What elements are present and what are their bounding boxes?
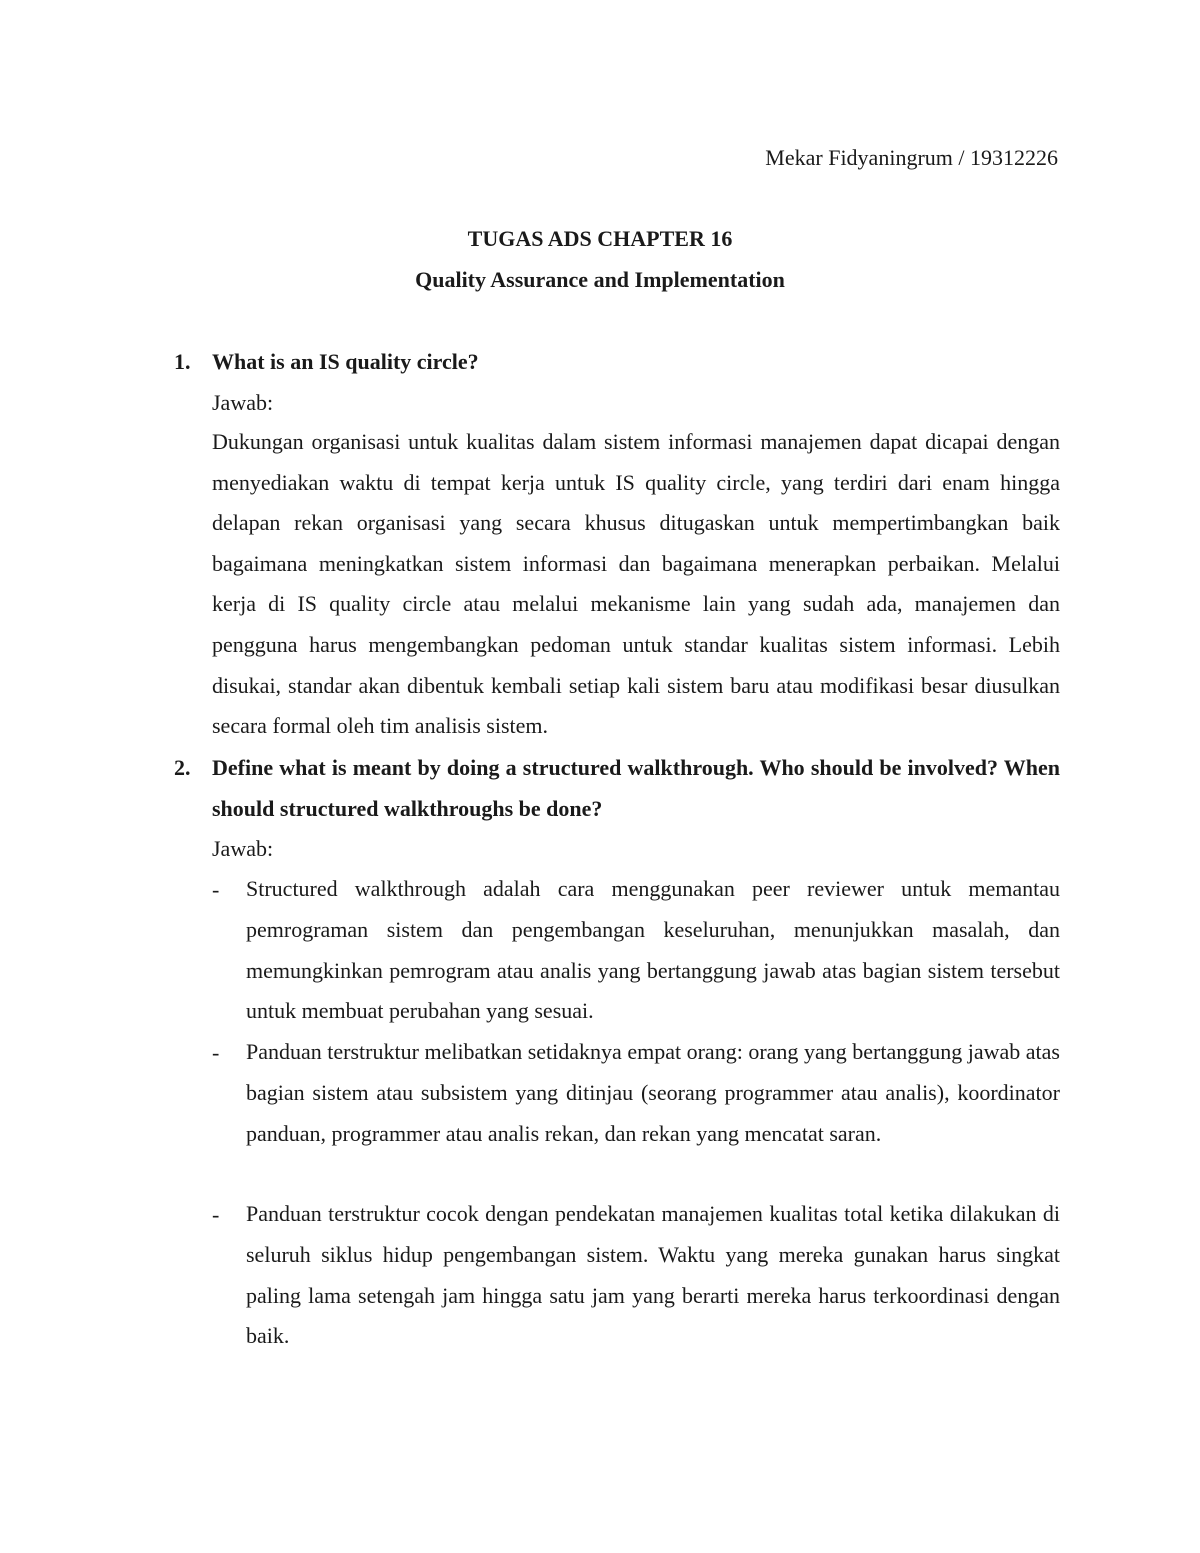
question-1-number: 1.	[174, 349, 191, 374]
bullet-2-text: Panduan terstruktur melibatkan setidaknya empat orang: orang yang bertanggung jawab atas bagian sistem atau subsistem yang ditinjau (seorang programmer atau analis), koordinator panduan, programmer atau analis rekan, dan rekan yang mencatat saran.	[246, 1039, 1060, 1146]
question-1-answer-label: Jawab:	[212, 390, 274, 415]
question-2-number: 2.	[174, 755, 191, 780]
question-2-text: Define what is meant by doing a structured walkthrough. Who should be involved? When should structured walkthroughs be done?	[212, 755, 1060, 821]
bullet-1-marker: -	[212, 877, 220, 902]
bullet-1-text: Structured walkthrough adalah cara menggunakan peer reviewer untuk memantau pemrograman sistem dan pengembangan keseluruhan, menunjukkan masalah, dan memungkinkan pemrogram atau analis yang bertanggung jawab atas bagian sistem tersebut untuk membuat perubahan yang sesuai.	[246, 876, 1060, 1024]
question-2-answer-label: Jawab:	[212, 836, 274, 861]
question-1-text: What is an IS quality circle?	[212, 349, 479, 374]
document-title: TUGAS ADS CHAPTER 16	[467, 226, 733, 251]
bullet-3-marker: -	[212, 1202, 220, 1227]
author-line: Mekar Fidyaningrum / 19312226	[765, 145, 1058, 170]
document-subtitle: Quality Assurance and Implementation	[415, 267, 785, 292]
bullet-2-marker: -	[212, 1040, 220, 1065]
bullet-3-text: Panduan terstruktur cocok dengan pendekatan manajemen kualitas total ketika dilakukan di seluruh siklus hidup pengembangan sistem. Waktu yang mereka gunakan harus singkat paling lama setengah jam hingga satu jam yang berarti mereka harus terkoordinasi dengan baik.	[246, 1201, 1060, 1349]
question-1-answer: Dukungan organisasi untuk kualitas dalam sistem informasi manajemen dapat dicapai dengan menyediakan waktu di tempat kerja untuk IS quality circle, yang terdiri dari enam hingga delapan rekan organisasi yang secara khusus ditugaskan untuk mempertimbangkan baik bagaimana meningkatkan sistem informasi dan bagaimana menerapkan perbaikan. Melalui kerja di IS quality circle atau melalui mekanisme lain yang sudah ada, manajemen dan pengguna harus mengembangkan pedoman untuk standar kualitas sistem informasi. Lebih disukai, standar akan dibentuk kembali setiap kali sistem baru atau modifikasi besar diusulkan secara formal oleh tim analisis sistem.	[212, 429, 1060, 739]
